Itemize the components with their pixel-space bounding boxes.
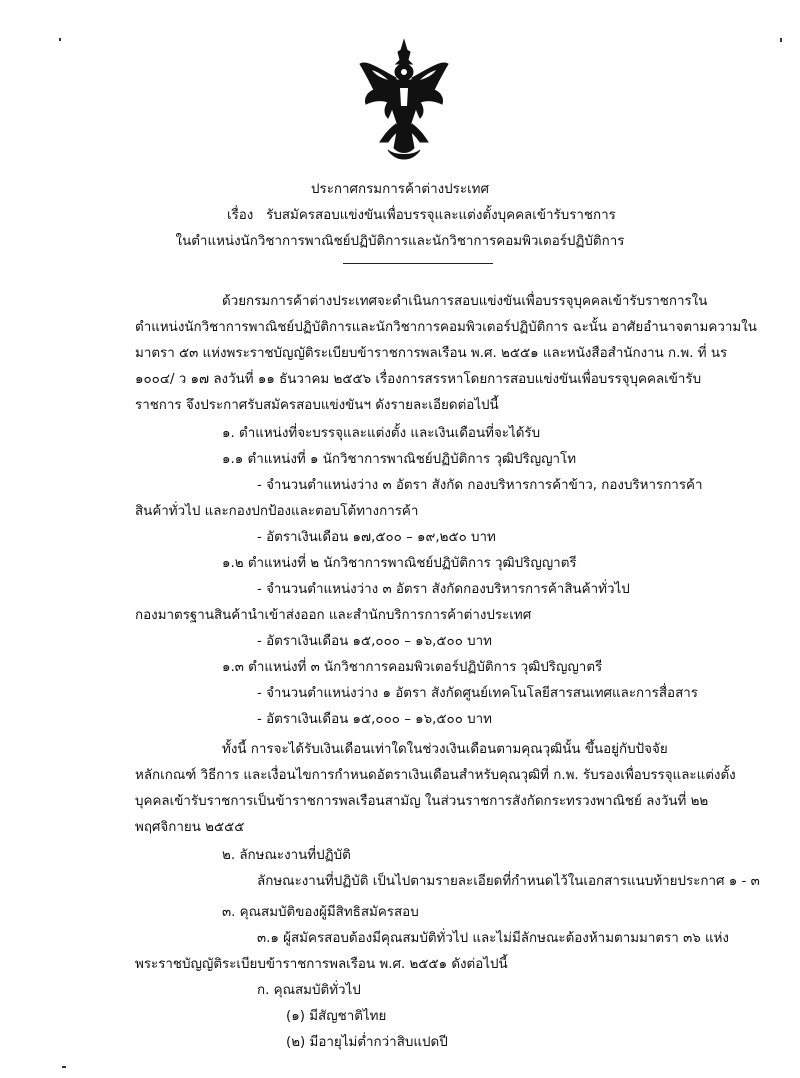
section-2-heading: ๒. ลักษณะงานที่ปฏิบัติ	[222, 848, 351, 863]
scan-mark	[59, 38, 61, 41]
intro-line: ๑๐๐๔/ ว ๑๗ ลงวันที่ ๑๑ ธันวาคม ๒๕๕๖ เรื่องการสรรหาโดยการสอบแข่งขันเพื่อบรรจุบุคคลเข้ารับ	[135, 372, 702, 387]
position-3-vacancy: - จำนวนตำแหน่งว่าง ๑ อัตรา สังกัดศูนย์เทคโนโลยีสารสนเทศและการสื่อสาร	[257, 686, 698, 701]
position-2-vacancy-cont: กองมาตรฐานสินค้านำเข้าส่งออก และสำนักบริการการค้าต่างประเทศ	[135, 608, 532, 623]
subject-text: รับสมัครสอบแข่งขันเพื่อบรรจุและแต่งตั้งบุคคลเข้ารับราชการ	[266, 208, 616, 223]
intro-line: ตำแหน่งนักวิชาการพาณิชย์ปฏิบัติการและนักวิชาการคอมพิวเตอร์ปฏิบัติการ ฉะนั้น อาศัยอำนาจตามความใน	[135, 320, 757, 335]
scan-mark	[62, 1066, 66, 1068]
subject-line-2: ในตำแหน่งนักวิชาการพาณิชย์ปฏิบัติการและนักวิชาการคอมพิวเตอร์ปฏิบัติการ	[175, 234, 625, 249]
position-1-salary: - อัตราเงินเดือน ๑๗,๕๐๐ – ๑๙,๒๕๐ บาท	[257, 530, 496, 545]
qualification-item: (๑) มีสัญชาติไทย	[286, 1009, 387, 1024]
salary-note-line: บุคคลเข้ารับราชการเป็นข้าราชการพลเรือนสามัญ ในส่วนราชการสังกัดกระทรวงพาณิชย์ ลงวันที่ ๒๒	[135, 794, 709, 809]
subject-label: เรื่อง	[227, 208, 254, 223]
intro-line: ด้วยกรมการค้าต่างประเทศจะดำเนินการสอบแข่งขันเพื่อบรรจุบุคคลเข้ารับราชการใน	[222, 294, 708, 309]
garuda-emblem-icon	[358, 38, 450, 164]
position-3-salary: - อัตราเงินเดือน ๑๕,๐๐๐ – ๑๖,๕๐๐ บาท	[257, 712, 492, 727]
page-title: ประกาศกรมการค้าต่างประเทศ	[311, 182, 489, 197]
scan-mark	[780, 38, 782, 42]
intro-line: มาตรา ๕๓ แห่งพระราชบัญญัติระเบียบข้าราชการพลเรือน พ.ศ. ๒๕๕๑ และหนังสือสำนักงาน ก.พ. ที่ นร	[135, 346, 728, 361]
section-3-paragraph: ๓.๑ ผู้สมัครสอบต้องมีคุณสมบัติทั่วไป และไม่มีลักษณะต้องห้ามตามมาตรา ๓๖ แห่ง	[257, 931, 729, 946]
position-2-vacancy: - จำนวนตำแหน่งว่าง ๓ อัตรา สังกัดกองบริหารการค้าสินค้าทั่วไป	[257, 582, 630, 597]
position-1-title: ๑.๑ ตำแหน่งที่ ๑ นักวิชาการพาณิชย์ปฏิบัติการ วุฒิปริญญาโท	[222, 452, 577, 467]
section-3-paragraph-cont: พระราชบัญญัติระเบียบข้าราชการพลเรือน พ.ศ. ๒๕๕๑ ดังต่อไปนี้	[135, 957, 508, 972]
general-qualifications-heading: ก. คุณสมบัติทั่วไป	[257, 983, 361, 998]
position-3-title: ๑.๓ ตำแหน่งที่ ๓ นักวิชาการคอมพิวเตอร์ปฏิบัติการ วุฒิปริญญาตรี	[222, 660, 603, 675]
subject-line	[227, 206, 616, 226]
position-2-title: ๑.๒ ตำแหน่งที่ ๒ นักวิชาการพาณิชย์ปฏิบัติการ วุฒิปริญญาตรี	[222, 556, 577, 571]
section-2-body: ลักษณะงานที่ปฏิบัติ เป็นไปตามรายละเอียดที่กำหนดไว้ในเอกสารแนบท้ายประกาศ ๑ - ๓	[257, 874, 760, 889]
section-1-heading: ๑. ตำแหน่งที่จะบรรจุและแต่งตั้ง และเงินเดือนที่จะได้รับ	[222, 426, 541, 441]
intro-line: ราชการ จึงประกาศรับสมัครสอบแข่งขันฯ ดังรายละเอียดต่อไปนี้	[135, 398, 499, 413]
position-1-vacancy: - จำนวนตำแหน่งว่าง ๓ อัตรา สังกัด กองบริหารการค้าข้าว, กองบริหารการค้า	[257, 478, 703, 493]
salary-note-line: ทั้งนี้ การจะได้รับเงินเดือนเท่าใดในช่วงเงินเดือนตามคุณวุฒินั้น ขึ้นอยู่กับปัจจัย	[222, 742, 668, 757]
position-1-vacancy-cont: สินค้าทั่วไป และกองปกป้องและตอบโต้ทางการค้า	[135, 504, 419, 519]
qualification-item: (๒) มีอายุไม่ต่ำกว่าสิบแปดปี	[286, 1035, 448, 1050]
title-divider	[343, 263, 493, 264]
position-2-salary: - อัตราเงินเดือน ๑๕,๐๐๐ – ๑๖,๕๐๐ บาท	[257, 634, 492, 649]
salary-note-line: พฤศจิกายน ๒๕๕๕	[135, 820, 245, 835]
section-3-heading: ๓. คุณสมบัติของผู้มีสิทธิสมัครสอบ	[222, 905, 419, 920]
salary-note-line: หลักเกณฑ์ วิธีการ และเงื่อนไขการกำหนดอัตราเงินเดือนสำหรับคุณวุฒิที่ ก.พ. รับรองเพื่อบรรจุและแต่งตั้ง	[135, 768, 736, 783]
